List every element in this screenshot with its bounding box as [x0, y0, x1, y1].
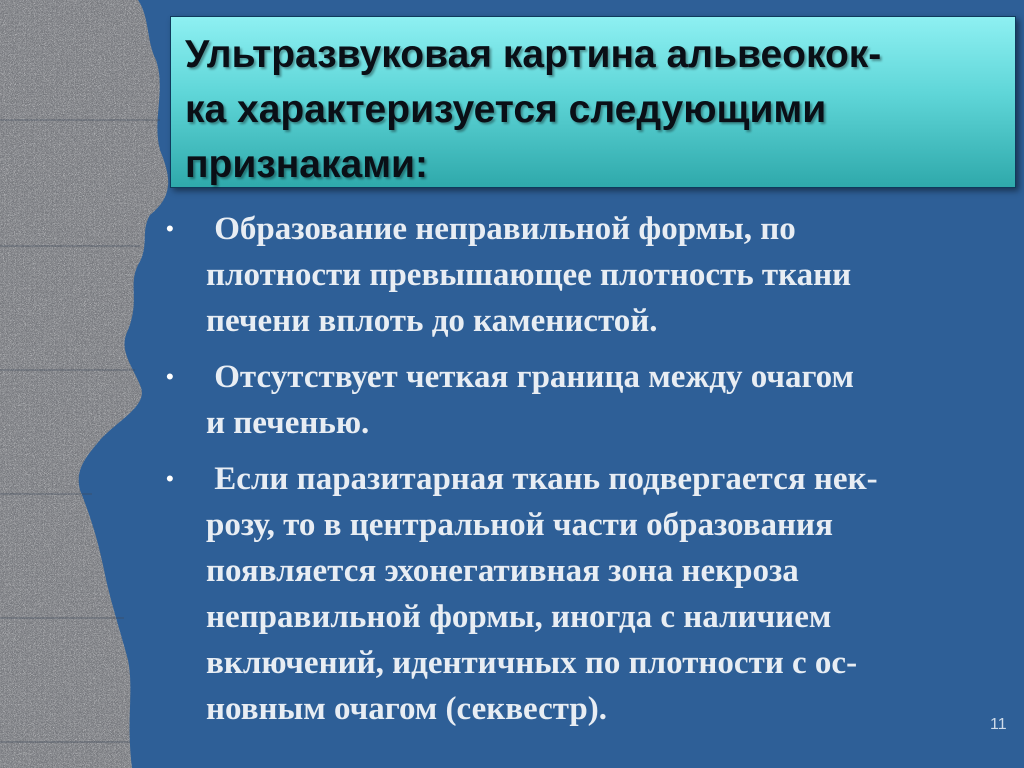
- bullet-list: [160, 206, 1010, 742]
- bullet-marker: •: [166, 364, 174, 389]
- bullet-text-line: новным очагом (секвестр).: [206, 691, 607, 727]
- slide-title-line: ка характеризуется следующими: [185, 88, 827, 131]
- bullet-text-line: плотности превышающее плотность ткани: [206, 257, 852, 293]
- bullet-text-line: неправильной формы, иногда с наличием: [206, 599, 832, 635]
- bullet-text-line: Отсутствует четкая граница между очагом: [206, 359, 854, 395]
- slide-title-box: [170, 16, 1016, 188]
- bullet-text-line: включений, идентичных по плотности с ос-: [206, 645, 858, 681]
- bullet-item: [160, 206, 1010, 344]
- bullet-text-line: и печенью.: [206, 405, 370, 441]
- bullet-item: [160, 456, 1010, 732]
- bullet-marker: •: [166, 466, 174, 491]
- slide-title-line: признаками:: [185, 143, 429, 186]
- slide-page-number: 11: [990, 716, 1007, 733]
- bullet-text-line: появляется эхонегативная зона некроза: [206, 553, 799, 589]
- bullet-text-line: розу, то в центральной части образования: [206, 507, 833, 543]
- slide-title-line: Ультразвуковая картина альвеокок-: [185, 33, 882, 76]
- bullet-item: [160, 354, 1010, 446]
- bullet-text-line: печени вплоть до каменистой.: [206, 303, 658, 339]
- bullet-text-line: Образование неправильной формы, по: [206, 211, 796, 247]
- bullet-marker: •: [166, 216, 174, 241]
- bullet-text-line: Если паразитарная ткань подвергается нек-: [206, 461, 878, 497]
